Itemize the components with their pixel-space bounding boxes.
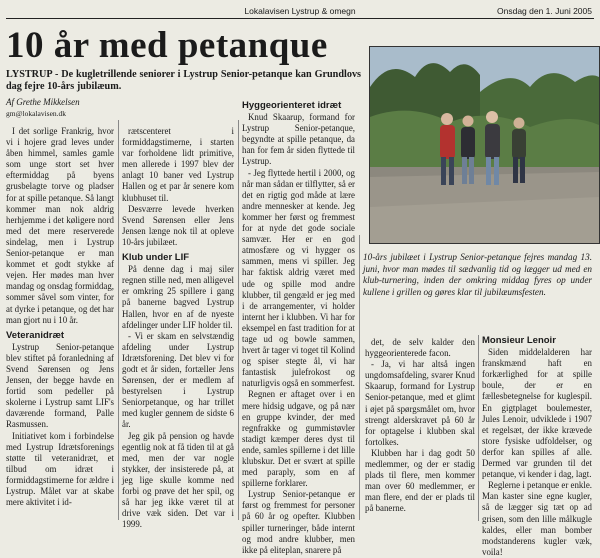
column-4 (365, 337, 475, 521)
paragraph: Lystrup Senior-petanque blev stiftet på foranledning af Svend Sørensen og Jens Jensen, der begge havde en fortid som pedeller på skolerne i Lystrup samt LIF's daværende formand, Palle Rasmussen. (6, 341, 114, 430)
paragraph: det, de selv kalder den hyggeorienterede facon. (365, 337, 475, 359)
lead-town: LYSTRUP (6, 69, 53, 80)
paragraph: Regnen er aftaget over i en mere hidsig udgave, og på nær en gruppe kvinder, der med regnfrakke og gummistøvler stadigt kæmper deres dyst til ende, samles spillerne i det lille klubskur. Det er svært at spille med paraply, som en af spillerne forklarer. (242, 389, 355, 489)
paragraph: Lystrup Senior-petanque er først og fremmest for personer på 60 år og opefter. Klubben spiller turneringer, både internt og mod andre klubber, men ikke på eliteplan, snarere på (242, 489, 355, 555)
subheading: Monsieur Lenoir (482, 335, 556, 346)
article-photo (369, 46, 600, 244)
column-divider (359, 235, 360, 520)
lead-paragraph (6, 69, 361, 94)
byline (6, 97, 80, 118)
column-3 (242, 96, 355, 555)
column-divider (478, 335, 479, 521)
column-divider (238, 120, 239, 520)
column-1 (6, 126, 114, 521)
paragraph: - Jeg flyttede hertil i 2000, og når man sådan er tilflytter, så er det en rigtig god måde at lære andre mennesker at kende. Jeg kommer her først og fremmest for at nyde det gode sociale samvær. Her er en god atmosfære og vi hygger os sammen, mens vi spiller. Jeg har faktisk aldrig været med ude og spille mod andre klubber, til gengæld er jeg med i de arrangementer, vi holder internt her i klubben. Vi har for eksempel en fast tradition for at tage ud og bowle sammen, hvert år tager vi toget til Kolind og spiser stegte ål, vi har fantastisk julefrokost og naturligvis også en sommerfest. (242, 167, 355, 389)
lead-text: - De kugletrillende seniorer i Lystrup Senior-petanque kan Grundlovs dag fejre 10-års jubilæum. (6, 69, 361, 93)
paragraph: - Vi er skam en selvstændig afdeling under Lystrup Idrætsforening. Det blev vi for godt et år siden, fortæller Jens Sørensen, der er medlem af bestyrelsen i Lystrup Seniorpetanque, og har trillet med kugler gennem de sidste 6 år. (122, 330, 234, 430)
subheading: Hyggeorienteret idræt (242, 100, 342, 111)
column-divider (118, 120, 119, 520)
photo-petanque-players (370, 47, 599, 243)
column-2 (122, 126, 234, 530)
paragraph: Klubben har i dag godt 50 medlemmer, og der er stadig plads til flere, men kommer man over 60 medlemmer, er man flere, end der er plads til på banerne. (365, 447, 475, 514)
paragraph: Initiativet kom i forbindelse med Lystrup Idrætsforenings støtte til veteranidræt, et tilbud om idræt i formiddagstimerne for ældre i Lystrup. Målet var at skabe mere aktivitet i id- (6, 430, 114, 508)
page-header (6, 4, 594, 19)
publication-name: Lokalavisen Lystrup & omegn (244, 6, 356, 16)
paragraph: På denne dag i maj siler regnen stille ned, men alligevel er omkring 25 spillere i gang på banerne bagved Lystrup Hallen, hvor en af de nyeste afdelinger under LIF holder til. (122, 264, 234, 330)
issue-date: Onsdag den 1. Juni 2005 (497, 6, 592, 16)
subheading: Veteranidræt (6, 329, 65, 341)
paragraph: Jeg gik på pension og havde egentlig nok at få tiden til at gå med, men der var nogle stykker, der insisterede på, at jeg lige skulle komme ned forbi og prøve det her spil, og så har jeg ikke været til at drive væk siden. Det var i 1999. (122, 430, 234, 530)
paragraph: Siden middelalderen har franskmænd haft en forkærlighed for at spille boule, der er en fællesbetegnelse for kuglespil. En gigtplaget boulemester, Jules Lenoir, udviklede i 1907 et regelsæt, der ikke krævede store fysiske udfoldelser, og derfor kan spilles af alle. Dermed var grunden til det petanque, vi kender i dag, lagt. (482, 347, 592, 480)
paragraph: rætscenteret i formiddagstimerne, i starten var forholdene lidt primitive, men allerede i 1997 blev der anlagt 10 baner ved Lystrup Hallen og et par år senere kom klubhuset til. (122, 126, 234, 203)
paragraph: Desværre levede hverken Svend Sørensen eller Jens Jensen længe nok til at opleve 10-års jubilæet. (122, 203, 234, 247)
subheading: Klub under LIF (122, 252, 190, 264)
paragraph: - Ja, vi har altså ingen ungdomsafdeling, svarer Knud Skaarup, formand for Lystrup Senior-petanque, med et glimt i øjet på spørgsmålet om, hvor strengt alderskravet på 60 år for optagelse i klubben skal fortolkes. (365, 359, 475, 447)
headline: 10 år med petanque (6, 25, 328, 66)
photo-caption: 10-års jubilæet i Lystrup Senior-petanque fejres mandag 13. juni, hvor man mødes til sædvanlig tid og lægger ud med en klub-turnering, inden der omkring middag fyres op under kullene i grillen og gøres klar til jubilæumsfesten. (363, 252, 592, 297)
byline-author: Af Grethe Mikkelsen (6, 97, 80, 107)
paragraph: Reglerne i petanque er enkle. Man kaster sine egne kugler, så de lægger sig tæt op ad grisen, som den lille målkugle kaldes, eller man bomber modstanderens kugler væk, voila! (482, 480, 592, 557)
byline-email: gm@lokalavisen.dk (6, 109, 67, 118)
paragraph: I det sorlige Frankrig, hvor vi i hojere grad leves under åben himmel, samles gamle som unge stort set hver eftermiddag på byens grusbelagte torve og pladser for at spille petanque. Så langt kommer man nok aldrig herhjemme i det køligere nord med det mere reserverede sindelag, men i Lystrup Senior-petanque er man kommet et godt stykke af vejen. Her mødes man hver mandag og onsdag formiddag, sommer såvel som vinter, for at dyrke i petanque, og det har man gjort nu i 10 år. (6, 126, 114, 325)
paragraph: Knud Skaarup, formand for Lystrup Senior-petanque, begyndte at spille petanque, da han for fem år siden flyttede til Lystrup. (242, 112, 355, 167)
column-5 (482, 331, 592, 557)
